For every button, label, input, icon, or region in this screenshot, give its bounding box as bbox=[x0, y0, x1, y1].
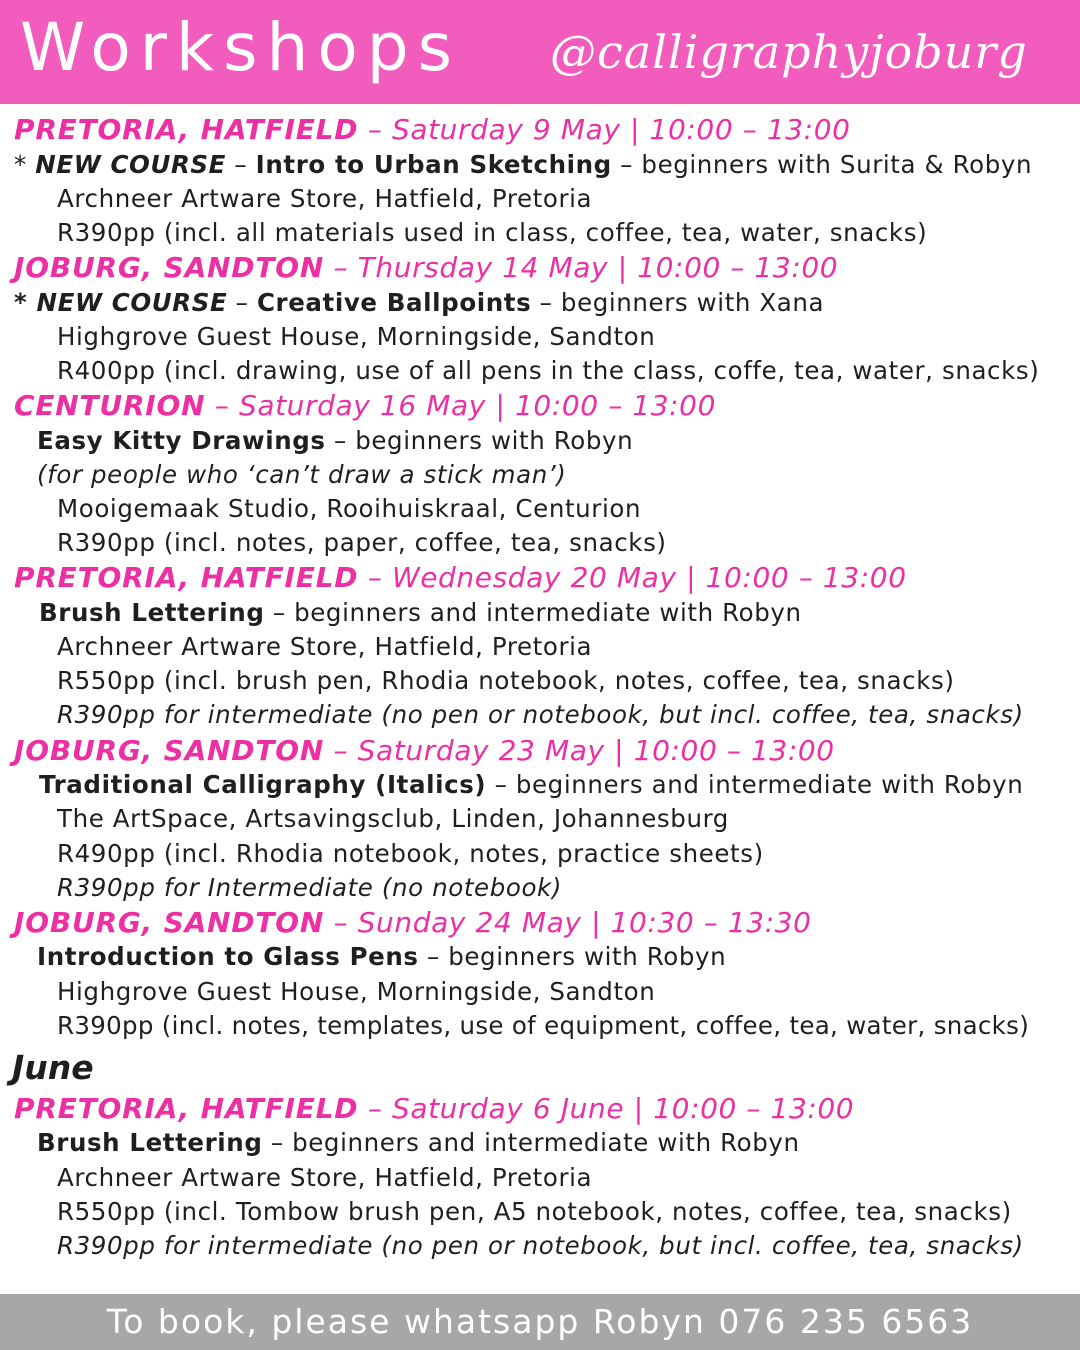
course-description: – beginners and intermediate with Robyn bbox=[264, 597, 802, 627]
course-name: Brush Lettering bbox=[37, 1128, 263, 1158]
event-note: (for people who ‘can’t draw a stick man’) bbox=[37, 459, 567, 489]
event-heading bbox=[0, 250, 1080, 286]
event-city: JOBURG, SANDTON bbox=[14, 251, 325, 285]
event-venue: The ArtSpace, Artsavingsclub, Linden, Johannesburg bbox=[57, 804, 729, 834]
course-name: Easy Kitty Drawings bbox=[37, 425, 326, 455]
event-course bbox=[0, 1126, 1080, 1160]
course-name: Brush Lettering bbox=[39, 597, 265, 627]
course-description: – beginners and intermediate with Robyn bbox=[486, 770, 1024, 800]
event-course bbox=[0, 424, 1080, 458]
schedule bbox=[0, 112, 1080, 1263]
header-banner bbox=[0, 0, 1080, 104]
event-price: R550pp (incl. brush pen, Rhodia notebook, notes, coffee, tea, snacks) bbox=[57, 666, 955, 696]
event-city: CENTURION bbox=[14, 389, 206, 423]
new-course-label: NEW COURSE bbox=[35, 149, 226, 179]
event-city: PRETORIA, HATFIELD bbox=[14, 1091, 359, 1125]
event-course bbox=[0, 768, 1080, 802]
booking-text: To book, please whatsapp Robyn 076 235 6563 bbox=[106, 1302, 974, 1341]
event-course bbox=[0, 940, 1080, 974]
event-heading bbox=[0, 112, 1080, 148]
course-description: – beginners with Robyn bbox=[418, 942, 727, 972]
event-course bbox=[0, 148, 1080, 182]
event-venue: Archneer Artware Store, Hatfield, Pretoria bbox=[57, 1162, 593, 1192]
event-price: R390pp (incl. notes, paper, coffee, tea, snacks) bbox=[57, 528, 667, 558]
course-description: – beginners with Surita & Robyn bbox=[611, 149, 1033, 179]
event-alt-price: R390pp for intermediate (no pen or notebook, but incl. coffee, tea, snacks) bbox=[57, 1231, 1024, 1260]
event-venue: Mooigemaak Studio, Rooihuiskraal, Centurion bbox=[57, 494, 642, 523]
social-handle: @calligraphyjoburg bbox=[550, 25, 1028, 79]
course-name: Introduction to Glass Pens bbox=[37, 942, 419, 972]
event-course bbox=[0, 286, 1080, 320]
course-description: – beginners with Xana bbox=[531, 287, 825, 317]
event-date-time: – Saturday 16 May | 10:00 – 13:00 bbox=[205, 389, 716, 423]
event-date-time: – Saturday 9 May | 10:00 – 13:00 bbox=[358, 113, 851, 146]
new-marker: * bbox=[14, 287, 37, 317]
course-description: – beginners with Robyn bbox=[325, 425, 634, 455]
event-venue: Archneer Artware Store, Hatfield, Pretoria bbox=[57, 632, 593, 662]
event-city: JOBURG, SANDTON bbox=[14, 733, 325, 767]
month-heading: June bbox=[12, 1047, 94, 1087]
booking-footer bbox=[0, 1294, 1080, 1350]
event-alt-price: R390pp for Intermediate (no notebook) bbox=[57, 872, 562, 902]
event-price: R550pp (incl. Tombow brush pen, A5 notebook, notes, coffee, tea, snacks) bbox=[57, 1196, 1012, 1226]
page-title: Workshops bbox=[20, 9, 462, 86]
event-heading bbox=[0, 733, 1080, 769]
event-date-time: – Saturday 23 May | 10:00 – 13:00 bbox=[324, 733, 835, 767]
course-name: Creative Ballpoints bbox=[256, 287, 532, 317]
event-price: R390pp (incl. notes, templates, use of equipment, coffee, tea, water, snacks) bbox=[57, 1010, 1030, 1040]
new-course-label: NEW COURSE bbox=[36, 287, 228, 317]
event-date-time: – Sunday 24 May | 10:30 – 13:30 bbox=[324, 905, 812, 939]
event-venue: Archneer Artware Store, Hatfield, Pretoria bbox=[57, 183, 593, 213]
course-name: Intro to Urban Sketching bbox=[255, 149, 612, 179]
event-date-time: – Thursday 14 May | 10:00 – 13:00 bbox=[324, 251, 839, 285]
course-description: – beginners and intermediate with Robyn bbox=[262, 1128, 800, 1158]
event-price: R400pp (incl. drawing, use of all pens in the class, coffe, tea, water, snacks) bbox=[57, 355, 1040, 385]
course-name: Traditional Calligraphy (Italics) bbox=[39, 770, 487, 800]
event-price: R490pp (incl. Rhodia notebook, notes, practice sheets) bbox=[57, 838, 764, 868]
event-heading bbox=[0, 1091, 1080, 1127]
event-heading bbox=[0, 905, 1080, 941]
event-alt-price: R390pp for intermediate (no pen or notebook, but incl. coffee, tea, snacks) bbox=[57, 700, 1024, 730]
event-venue: Highgrove Guest House, Morningside, Sandton bbox=[57, 321, 656, 351]
event-heading bbox=[0, 388, 1080, 424]
event-city: PRETORIA, HATFIELD bbox=[14, 113, 359, 146]
new-marker: * bbox=[14, 149, 36, 179]
event-date-time: – Wednesday 20 May | 10:00 – 13:00 bbox=[358, 561, 907, 595]
event-city: JOBURG, SANDTON bbox=[14, 905, 325, 939]
event-price: R390pp (incl. all materials used in class, coffee, tea, water, snacks) bbox=[57, 217, 928, 247]
event-heading bbox=[0, 560, 1080, 596]
separator: – bbox=[226, 149, 256, 179]
event-venue: Highgrove Guest House, Morningside, Sandton bbox=[57, 976, 656, 1006]
event-course bbox=[0, 596, 1080, 630]
event-city: PRETORIA, HATFIELD bbox=[14, 561, 359, 595]
event-date-time: – Saturday 6 June | 10:00 – 13:00 bbox=[358, 1091, 855, 1125]
separator: – bbox=[227, 287, 257, 317]
